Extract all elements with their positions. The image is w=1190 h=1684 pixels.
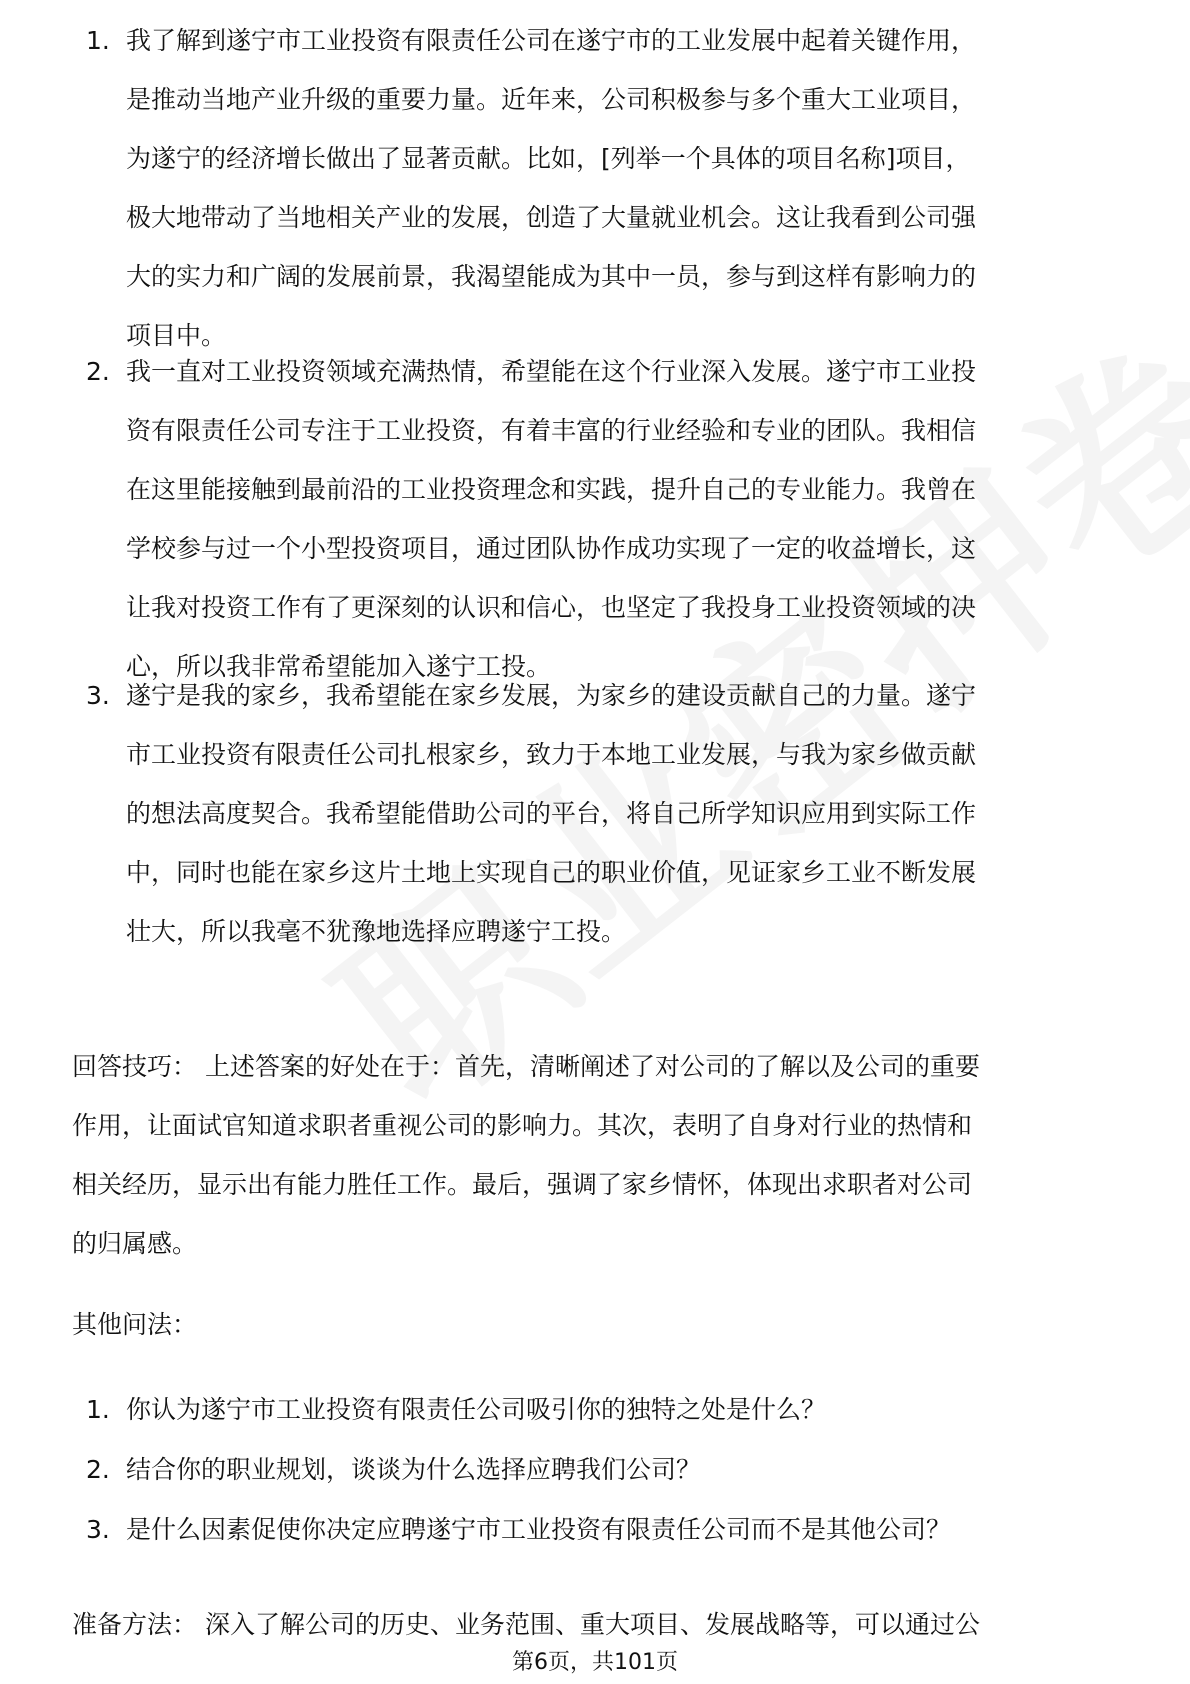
- other-question-text: 是什么因素促使你决定应聘遂宁市工业投资有限责任公司而不是其他公司？: [126, 1515, 952, 1544]
- other-question-text: 结合你的职业规划，谈谈为什么选择应聘我们公司？: [126, 1455, 702, 1484]
- answer-item-text: 遂宁是我的家乡，我希望能在家乡发展，为家乡的建设贡献自己的力量。遂宁 市工业投资有限责任公司扎根家乡，致力于本地工业发展，与我为家乡做贡献 的想法高度契合。我希望能借助公司的平台，将自己所学知识应用到实际工作 中，同时也能在家乡这片土地上实现自己的职业价值，见证家乡工业不断发展 壮大，所以我毫不犹豫地选择应聘遂宁工投。: [126, 681, 977, 946]
- other-question-number: 3.: [86, 1515, 110, 1544]
- page-number-footer: 第6页，共101页: [512, 1650, 678, 1675]
- answer-item-2: [0, 342, 1190, 696]
- other-questions-heading: 其他问法：: [72, 1310, 198, 1339]
- answer-item-number: 3.: [86, 681, 110, 710]
- preparation-paragraph: 准备方法： 深入了解公司的历史、业务范围、重大项目、发展战略等，可以通过公: [72, 1610, 980, 1639]
- answer-item-3: [0, 666, 1190, 961]
- answer-item-number: 2.: [86, 357, 110, 386]
- answer-item-number: 1.: [86, 26, 110, 55]
- other-question-text: 你认为遂宁市工业投资有限责任公司吸引你的独特之处是什么？: [126, 1395, 827, 1424]
- other-question-number: 2.: [86, 1455, 110, 1484]
- answer-item-1: [0, 11, 1190, 365]
- other-question-item-1: [0, 1385, 1190, 1435]
- other-question-item-2: [0, 1445, 1190, 1495]
- answer-item-text: 我一直对工业投资领域充满热情，希望能在这个行业深入发展。遂宁市工业投 资有限责任公司专注于工业投资，有着丰富的行业经验和专业的团队。我相信 在这里能接触到最前沿的工业投资理念和实践，提升自己的专业能力。我曾在 学校参与过一个小型投资项目，通过团队协作成功实现了一定的收益增长，这 让我对投资工作有了更深刻的认识和信心，也坚定了我投身工业投资领域的决 心，所以我非常希望能加入遂宁工投。: [126, 357, 977, 681]
- answer-tips-paragraph: 回答技巧： 上述答案的好处在于：首先，清晰阐述了对公司的了解以及公司的重要 作用，让面试官知道求职者重视公司的影响力。其次，表明了自身对行业的热情和 相关经历，显示出有能力胜任工作。最后，强调了家乡情怀，体现出求职者对公司 的归属感。: [72, 1052, 980, 1258]
- answer-item-text: 我了解到遂宁市工业投资有限责任公司在遂宁市的工业发展中起着关键作用， 是推动当地产业升级的重要力量。近年来，公司积极参与多个重大工业项目， 为遂宁的经济增长做出了显著贡献。比如，[列举一个具体的项目名称]项目， 极大地带动了当地相关产业的发展，创造了大量就业机会。这让我看到公司强 大的实力和广阔的发展前景，我渴望能成为其中一员，参与到这样有影响力的 项目中。: [126, 26, 977, 350]
- other-question-item-3: [0, 1505, 1190, 1555]
- other-question-number: 1.: [86, 1395, 110, 1424]
